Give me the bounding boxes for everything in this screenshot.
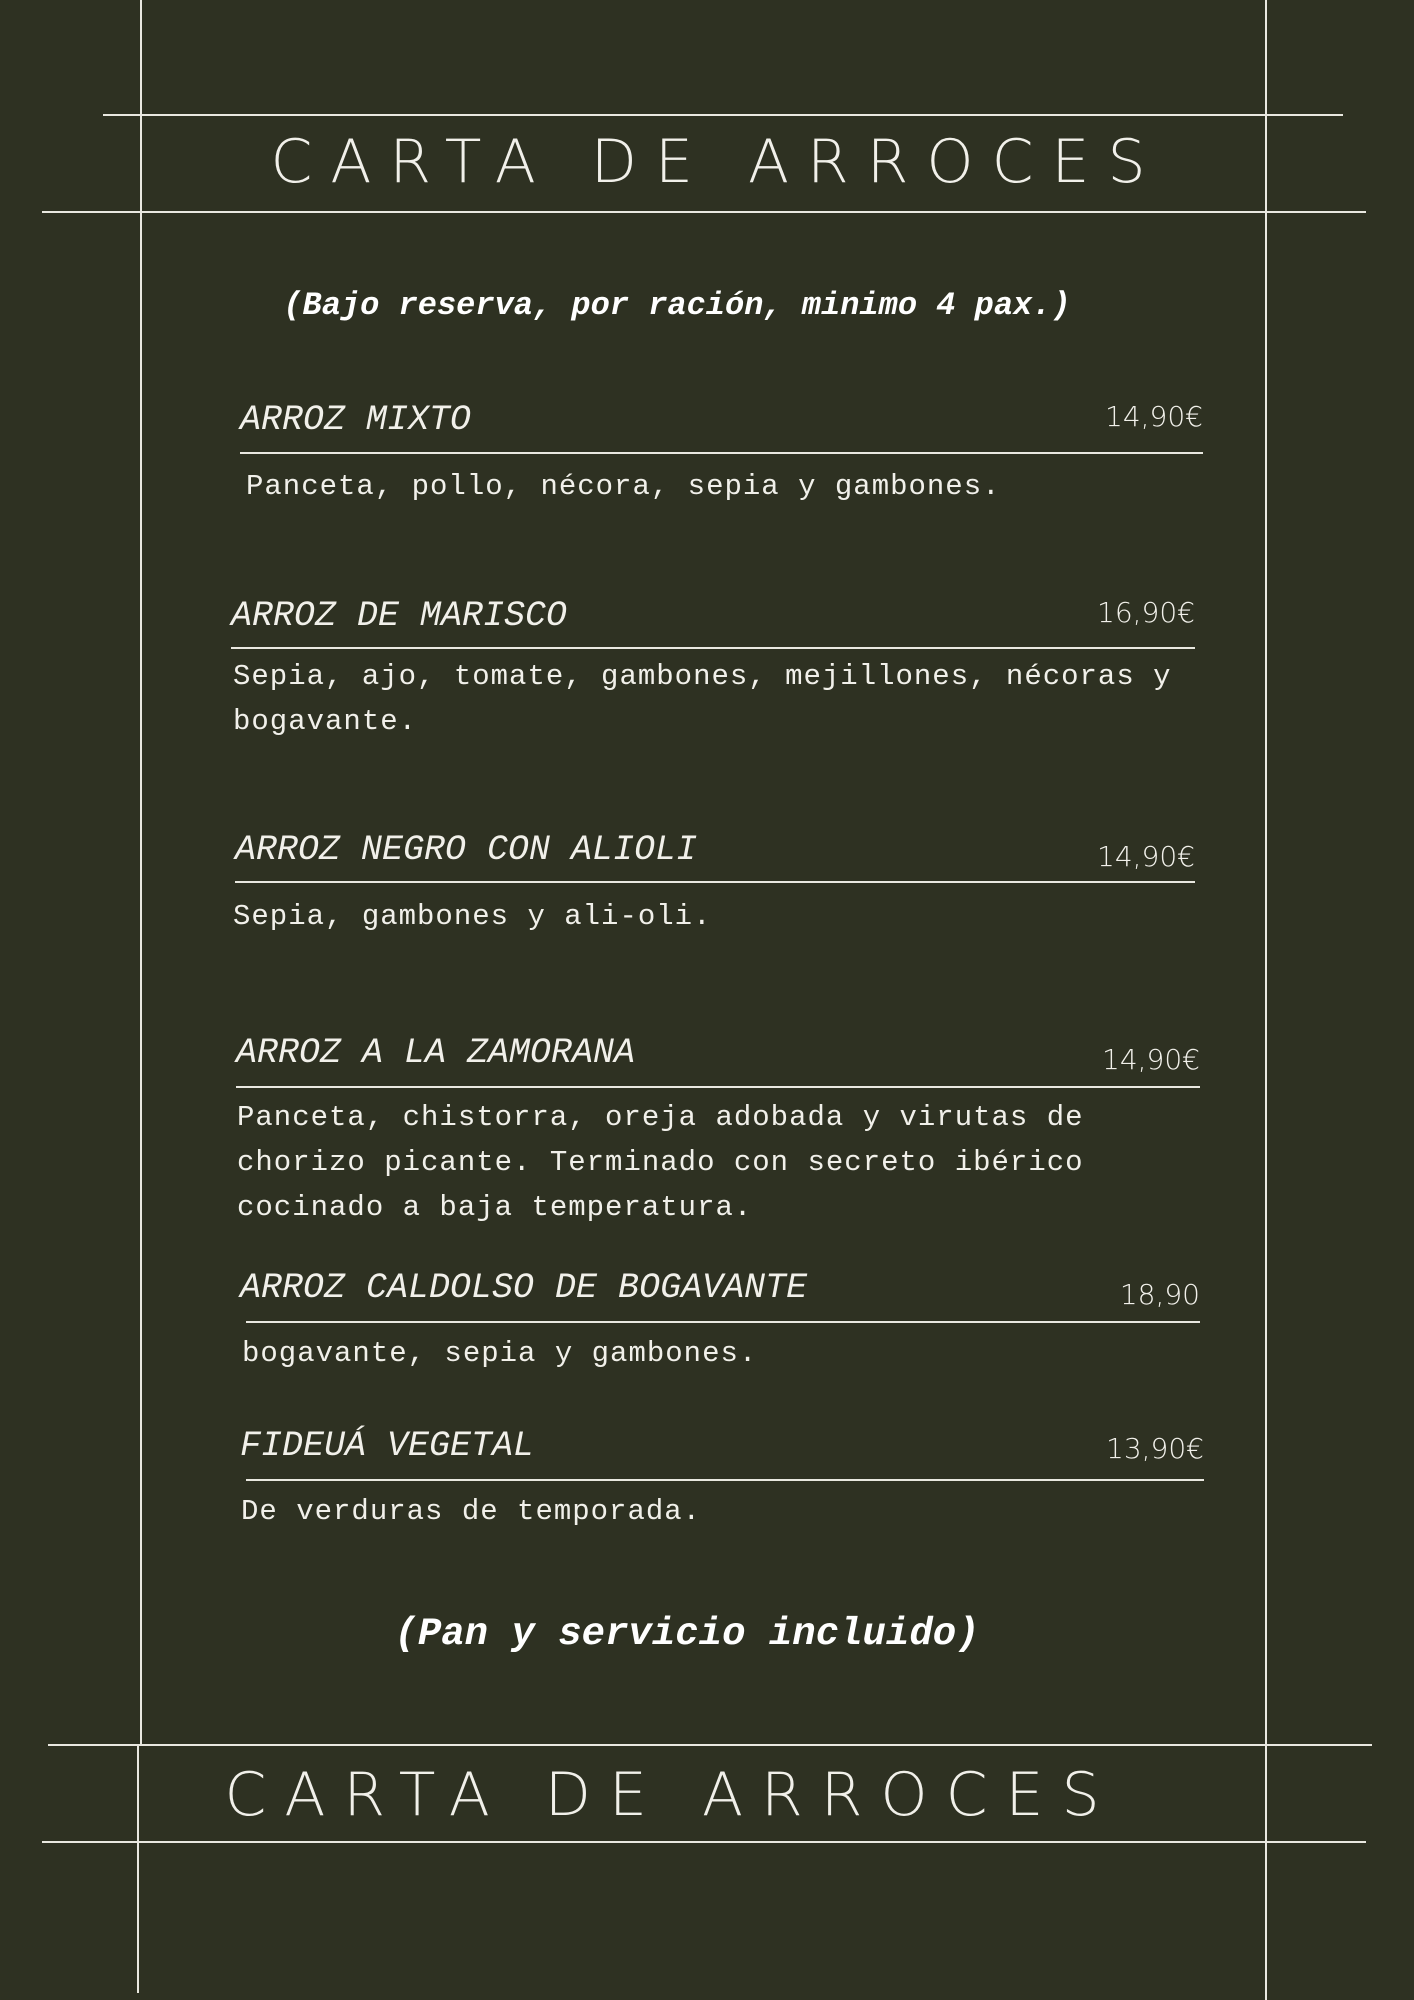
- menu-item: [231, 596, 1195, 746]
- menu-item-description: De verduras de temporada.: [241, 1495, 702, 1528]
- frame-line-top-2: [42, 211, 1366, 213]
- page-title: CARTA DE ARROCES: [270, 127, 1164, 197]
- menu-item-description: Sepia, gambones y ali-oli.: [233, 900, 712, 933]
- menu-item-description: bogavante, sepia y gambones.: [242, 1337, 758, 1370]
- menu-item-divider: [231, 647, 1195, 649]
- menu-item-divider: [246, 1321, 1200, 1323]
- menu-item-divider: [235, 881, 1195, 883]
- frame-line-bottom-2: [42, 1841, 1366, 1843]
- menu-item-price: 16,90€: [1097, 596, 1195, 629]
- menu-item: [240, 1268, 1200, 1378]
- footer-title: CARTA DE ARROCES: [224, 1760, 1118, 1830]
- menu-item-name: ARROZ MIXTO: [240, 400, 472, 440]
- included-note: (Pan y servicio incluido): [394, 1612, 980, 1656]
- menu-item-price: 13,90€: [1106, 1432, 1204, 1465]
- menu-item: [236, 1033, 1200, 1233]
- menu-item-price: 18,90: [1119, 1278, 1200, 1311]
- menu-item-divider: [236, 1086, 1200, 1088]
- menu-item-price: 14,90€: [1097, 840, 1195, 873]
- menu-item-name: ARROZ DE MARISCO: [231, 596, 568, 636]
- menu-item-name: FIDEUÁ VEGETAL: [240, 1426, 535, 1466]
- frame-line-top-1: [103, 114, 1343, 116]
- menu-item-price: 14,90€: [1102, 1043, 1200, 1076]
- menu-item-divider: [246, 1479, 1204, 1481]
- menu-item: [235, 830, 1195, 940]
- menu-item-description: Panceta, pollo, nécora, sepia y gambones.: [246, 470, 1001, 503]
- menu-item-name: ARROZ CALDOLSO DE BOGAVANTE: [240, 1268, 808, 1308]
- frame-line-bottom-1: [48, 1744, 1372, 1746]
- menu-item-name: ARROZ NEGRO CON ALIOLI: [235, 830, 698, 870]
- menu-item-description: Panceta, chistorra, oreja adobada y virutas de chorizo picante. Terminado con secreto ibérico cocinado a baja temperatura.: [237, 1101, 1084, 1224]
- menu-item-description: Sepia, ajo, tomate, gambones, mejillones, nécoras y bogavante.: [233, 660, 1172, 738]
- menu-item-price: 14,90€: [1105, 400, 1203, 433]
- reservation-note: (Bajo reserva, por ración, minimo 4 pax.): [283, 287, 1071, 324]
- menu-item-name: ARROZ A LA ZAMORANA: [236, 1033, 636, 1073]
- menu-item-divider: [240, 452, 1203, 454]
- menu-item: [240, 400, 1203, 510]
- menu-item: [240, 1426, 1204, 1536]
- frame-line-left-top: [140, 0, 142, 1745]
